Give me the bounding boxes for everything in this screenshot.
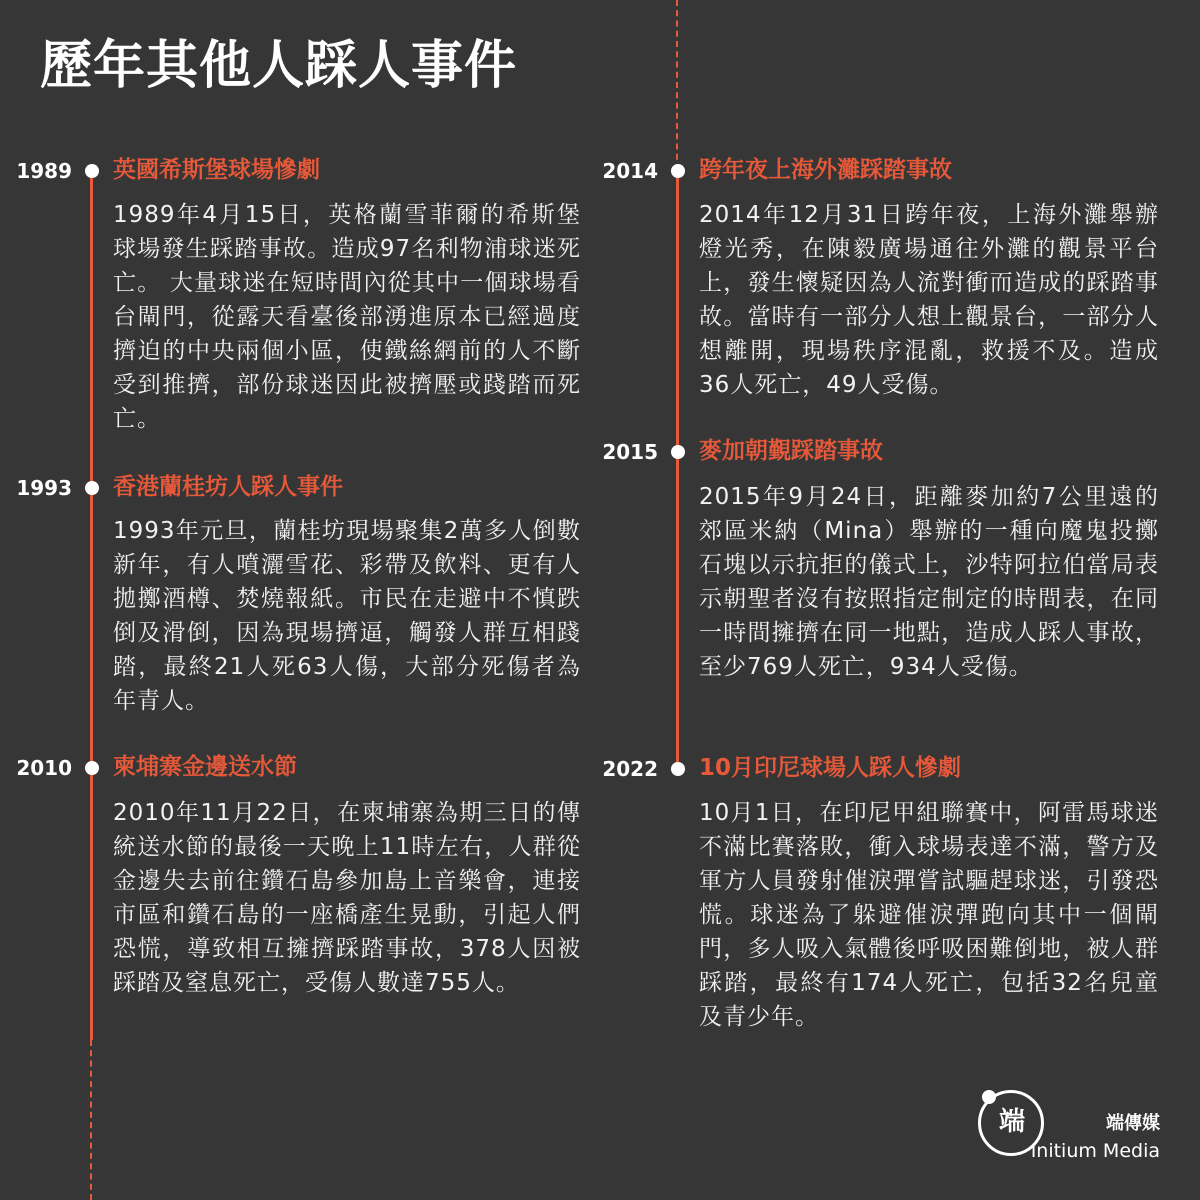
event-year: 2022 — [602, 757, 658, 781]
event-description: 2015年9月24日，距離麥加約7公里遠的郊區米納（Mina）舉辦的一種向魔鬼投擲石塊以示抗拒的儀式上，沙特阿拉伯當局表示朝聖者沒有按照指定制定的時間表，在同一時間擁擠在同一地點，造成人踩人事故，至少769人死亡，934人受傷。 — [699, 484, 1159, 680]
event-description: 10月1日，在印尼甲組聯賽中，阿雷馬球迷不滿比賽落敗，衝入球場表達不滿，警方及軍方人員發射催淚彈嘗試驅趕球迷，引發恐慌。球迷為了躲避催淚彈跑向其中一個閘門，多人吸入氣體後呼吸困難倒地，被人群踩踏，最終有174人死亡，包括32名兒童及青少年。 — [699, 800, 1159, 1030]
event-year: 1989 — [16, 159, 72, 183]
event-year: 2014 — [602, 159, 658, 183]
page-title: 歷年其他人踩人事件 — [40, 36, 518, 96]
event-title: 英國希斯堡球場慘劇 — [113, 157, 320, 183]
event-description: 2010年11月22日，在柬埔寨為期三日的傳統送水節的最後一天晚上11時左右，人群從金邊失去前往鑽石島參加島上音樂會，連接市區和鑽石島的一座橋產生晃動，引起人們恐慌，導致相互擁擠踩踏事故，378人因被踩踏及窒息死亡，受傷人數達755人。 — [113, 800, 581, 996]
timeline-dot — [671, 445, 685, 459]
timeline-dot — [85, 481, 99, 495]
event-title: 跨年夜上海外灘踩踏事故 — [699, 157, 952, 183]
right-timeline-line — [676, 170, 679, 770]
event-title: 10月印尼球場人踩人慘劇 — [699, 755, 962, 781]
event-description: 2014年12月31日跨年夜，上海外灘舉辦燈光秀，在陳毅廣場通往外灘的觀景平台上，發生懷疑因為人流對衝而造成的踩踏事故。當時有一部分人想上觀景台，一部分人想離開，現場秩序混亂，救援不及。造成36人死亡，49人受傷。 — [699, 202, 1159, 398]
timeline-dot — [85, 164, 99, 178]
right-timeline-dashed-head — [676, 0, 678, 170]
event-title: 麥加朝覲踩踏事故 — [699, 438, 883, 464]
event-title: 香港蘭桂坊人踩人事件 — [113, 474, 343, 500]
event-description: 1989年4月15日，英格蘭雪菲爾的希斯堡球場發生踩踏事故。造成97名利物浦球迷死亡。 大量球迷在短時間內從其中一個球場看台閘門，從露天看臺後部湧進原本已經過度擠迫的中央兩個小區，使鐵絲網前的人不斷受到推擠，部份球迷因此被擠壓或踐踏而死亡。 — [113, 202, 581, 432]
event-year: 2015 — [602, 440, 658, 464]
left-timeline-line — [90, 170, 93, 1040]
timeline-dot — [671, 164, 685, 178]
timeline-dot — [671, 762, 685, 776]
event-description: 1993年元旦，蘭桂坊現場聚集2萬多人倒數新年，有人噴灑雪花、彩帶及飲料、更有人拋擲酒樽、焚燒報紙。市民在走避中不慎跌倒及滑倒，因為現場擠逼，觸發人群互相踐踏，最終21人死63人傷，大部分死傷者為年青人。 — [113, 518, 581, 714]
left-timeline-dashed-tail — [90, 1040, 92, 1200]
event-title: 柬埔寨金邊送水節 — [113, 754, 297, 780]
timeline-dot — [85, 761, 99, 775]
event-year: 2010 — [16, 756, 72, 780]
brand-name-en: Initium Media — [1030, 1140, 1160, 1162]
brand-name-zh: 端傳媒 — [1106, 1113, 1160, 1134]
logo-glyph: 端 — [998, 1107, 1025, 1137]
event-year: 1993 — [16, 476, 72, 500]
